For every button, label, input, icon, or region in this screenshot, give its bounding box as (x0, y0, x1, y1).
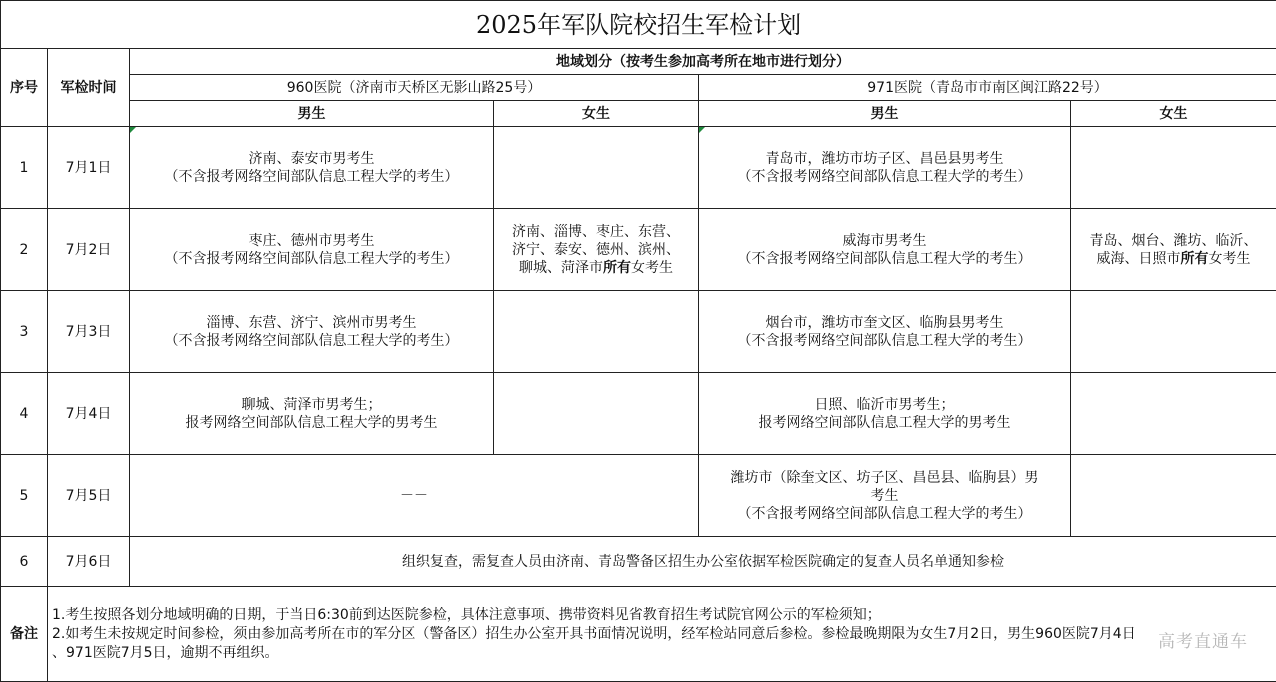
row-date: 7月5日 (48, 455, 130, 537)
header-region: 地域划分（按考生参加高考所在地市进行划分） (130, 49, 1276, 75)
row-date: 7月1日 (48, 127, 130, 209)
header-971-male: 男生 (699, 101, 1071, 127)
cell-960-none: －－ (130, 455, 699, 537)
cell-971-female (1071, 373, 1276, 455)
header-seq: 序号 (1, 49, 48, 127)
row-seq: 5 (1, 455, 48, 537)
row-seq: 4 (1, 373, 48, 455)
watermark: 高考直通车 (1158, 632, 1248, 652)
table-row (1, 537, 1276, 587)
row-seq: 2 (1, 209, 48, 291)
header-971-female: 女生 (1071, 101, 1276, 127)
cell-960-male: 枣庄、德州市男考生 （不含报考网络空间部队信息工程大学的考生） (130, 209, 494, 291)
female-960-regions: 济南、淄博、枣庄、东营、 济宁、泰安、德州、滨州、 聊城、菏泽市 (512, 223, 680, 276)
note-line-3: 、971医院7月5日，逾期不再组织。 (52, 644, 279, 661)
cell-971-female (1071, 209, 1276, 291)
female-960-suffix: 女考生 (631, 259, 673, 276)
header-hospital-971: 971医院（青岛市市南区闽江路22号） (699, 75, 1276, 101)
cell-971-female (1071, 291, 1276, 373)
table-row (1, 127, 1276, 209)
notes-row (1, 587, 1276, 682)
cell-960-female (494, 209, 699, 291)
cell-971-male: 日照、临沂市男考生； 报考网络空间部队信息工程大学的男考生 (699, 373, 1071, 455)
female-971-regions: 青岛、烟台、潍坊、临沂、 威海、日照市 (1089, 232, 1258, 267)
row-date: 7月4日 (48, 373, 130, 455)
female-960-all-emphasis: 所有 (603, 259, 631, 276)
note-line-2: 2.如考生未按规定时间参检，须由参加高考所在市的军分区（警备区）招生办公室开具书面情况说明，经军检站同意后参检。参检最晚期限为女生7月2日，男生960医院7月4日 (52, 625, 1136, 642)
cell-960-female (494, 291, 699, 373)
row-date: 7月6日 (48, 537, 130, 587)
cell-960-male: 淄博、东营、济宁、滨州市男考生 （不含报考网络空间部队信息工程大学的考生） (130, 291, 494, 373)
cell-971-male: 潍坊市（除奎文区、坊子区、昌邑县、临朐县）男 考生 （不含报考网络空间部队信息工程大学的考生） (699, 455, 1071, 537)
note-line-1: 1.考生按照各划分地域明确的日期，于当日6:30前到达医院参检，具体注意事项、携带资料见省教育招生考试院官网公示的军检须知； (52, 606, 881, 623)
row-date: 7月2日 (48, 209, 130, 291)
table-row (1, 373, 1276, 455)
cell-971-male: 烟台市，潍坊市奎文区、临朐县男考生 （不含报考网络空间部队信息工程大学的考生） (699, 291, 1071, 373)
header-960-male: 男生 (130, 101, 494, 127)
notes-label: 备注 (1, 587, 48, 682)
cell-recheck: 组织复查，需复查人员由济南、青岛警备区招生办公室依据军检医院确定的复查人员名单通知参检 (130, 537, 1276, 587)
cell-960-female (494, 373, 699, 455)
row-seq: 3 (1, 291, 48, 373)
header-time: 军检时间 (48, 49, 130, 127)
cell-960-male: 济南、泰安市男考生 （不含报考网络空间部队信息工程大学的考生） (130, 127, 494, 209)
notes-content (48, 587, 1276, 682)
table-row (1, 291, 1276, 373)
row-seq: 6 (1, 537, 48, 587)
row-seq: 1 (1, 127, 48, 209)
cell-960-male: 聊城、菏泽市男考生； 报考网络空间部队信息工程大学的男考生 (130, 373, 494, 455)
cell-971-female (1071, 455, 1276, 537)
row-date: 7月3日 (48, 291, 130, 373)
table-row (1, 455, 1276, 537)
cell-960-female (494, 127, 699, 209)
female-971-all-emphasis: 所有 (1180, 250, 1209, 267)
female-971-suffix: 女考生 (1208, 250, 1251, 267)
table-row (1, 209, 1276, 291)
cell-971-male: 青岛市，潍坊市坊子区、昌邑县男考生 （不含报考网络空间部队信息工程大学的考生） (699, 127, 1071, 209)
cell-971-male: 威海市男考生 （不含报考网络空间部队信息工程大学的考生） (699, 209, 1071, 291)
table-title: 2025年军队院校招生军检计划 (1, 1, 1276, 49)
header-hospital-960: 960医院（济南市天桥区无影山路25号） (130, 75, 699, 101)
cell-971-female (1071, 127, 1276, 209)
header-960-female: 女生 (494, 101, 699, 127)
